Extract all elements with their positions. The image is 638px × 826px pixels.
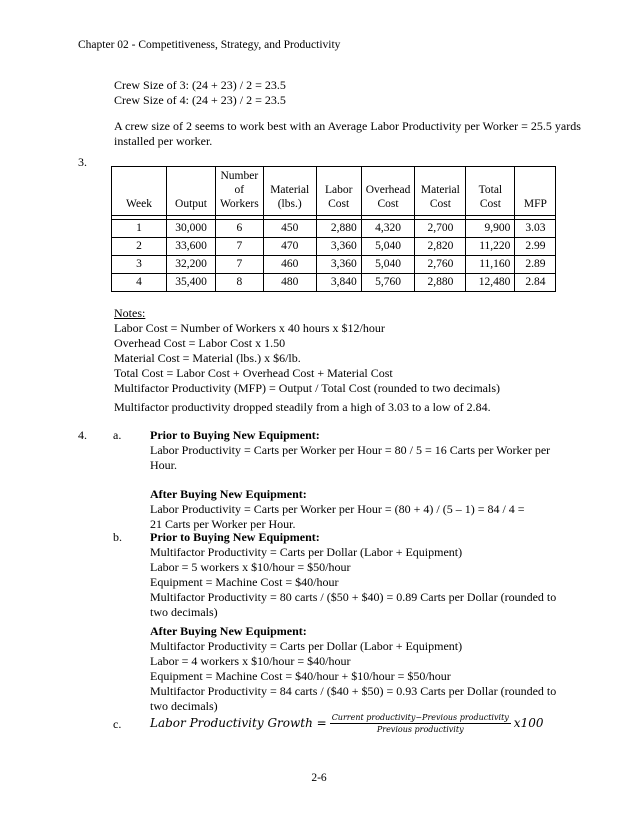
- col-labor-cost: [316, 167, 361, 216]
- part-b-after-line3: Equipment = Machine Cost = $40/hour + $10/hour = $50/hour: [150, 669, 451, 683]
- part-a-prior-line2: Hour.: [150, 458, 177, 472]
- part-b-prior-line4: Multifactor Productivity = 80 carts / ($50 + $40) = 0.89 Carts per Dollar (rounded to: [150, 590, 557, 604]
- cell-labor-cost: 2,880: [316, 220, 361, 238]
- labor-productivity-growth-formula: [150, 712, 543, 735]
- cell-output: 35,400: [167, 274, 216, 292]
- cell-output: 30,000: [167, 220, 216, 238]
- cell-mfp: 2.99: [515, 238, 556, 256]
- part-b-prior-line2: Labor = 5 workers x $10/hour = $50/hour: [150, 560, 351, 574]
- cell-week: 2: [112, 238, 167, 256]
- col-week-l1: Week: [126, 198, 152, 210]
- part-b-prior: [150, 530, 570, 620]
- col-labor-l2: Cost: [328, 198, 350, 210]
- cell-week: 1: [112, 220, 167, 238]
- cell-workers: 8: [216, 274, 264, 292]
- table-row: [112, 256, 556, 274]
- table-header-row: [112, 167, 556, 216]
- cell-output: 32,200: [167, 256, 216, 274]
- cell-mfp: 2.84: [515, 274, 556, 292]
- page-header: Chapter 02 - Competitiveness, Strategy, and Productivity: [78, 39, 341, 51]
- cell-overhead-cost: 4,320: [361, 220, 415, 238]
- col-overhead-cost: [361, 167, 415, 216]
- note-material-cost: Material Cost = Material (lbs.) x $6/lb.: [114, 351, 301, 365]
- cell-workers: 7: [216, 256, 264, 274]
- part-b-prior-line5: two decimals): [150, 605, 218, 619]
- col-output-l1: Output: [175, 198, 207, 210]
- part-b-after-line5: two decimals): [150, 699, 218, 713]
- crew-conclusion-line2: installed per worker.: [114, 134, 213, 148]
- part-c-label: c.: [113, 717, 122, 731]
- col-week: [112, 167, 167, 216]
- question-4-number: 4.: [78, 428, 87, 442]
- part-a-prior: [150, 428, 570, 473]
- table-row: [112, 220, 556, 238]
- col-matcost-l2: Cost: [429, 198, 451, 210]
- cell-workers: 6: [216, 220, 264, 238]
- formula-suffix: x100: [513, 716, 544, 730]
- col-mfp: [515, 167, 556, 216]
- crew-size-4: Crew Size of 4: (24 + 23) / 2 = 23.5: [114, 93, 286, 107]
- col-mfp-l1: MFP: [523, 198, 547, 210]
- cell-total-cost: 11,160: [466, 256, 515, 274]
- part-b-after: [150, 624, 570, 714]
- cell-overhead-cost: 5,040: [361, 256, 415, 274]
- col-material-l1: Material: [270, 184, 310, 196]
- productivity-table: [111, 166, 556, 292]
- col-matcost-l1: Material: [420, 184, 460, 196]
- cell-labor-cost: 3,360: [316, 256, 361, 274]
- cell-overhead-cost: 5,760: [361, 274, 415, 292]
- cell-mfp: 3.03: [515, 220, 556, 238]
- col-workers-l1: Number: [220, 170, 259, 182]
- crew-size-block: [114, 78, 574, 108]
- cell-labor-cost: 3,840: [316, 274, 361, 292]
- col-total-cost: [466, 167, 515, 216]
- col-output: [167, 167, 216, 216]
- col-total-l2: Cost: [479, 198, 501, 210]
- cell-material: 460: [263, 256, 316, 274]
- cell-workers: 7: [216, 238, 264, 256]
- mfp-summary: Multifactor productivity dropped steadily from a high of 3.03 to a low of 2.84.: [114, 400, 491, 414]
- table-row: [112, 238, 556, 256]
- col-workers-l3: Workers: [220, 198, 259, 210]
- part-b-after-title: After Buying New Equipment:: [150, 624, 307, 638]
- cell-material-cost: 2,880: [415, 274, 466, 292]
- part-a-after: [150, 487, 570, 532]
- crew-conclusion: [114, 119, 584, 149]
- col-workers: [216, 167, 264, 216]
- cell-overhead-cost: 5,040: [361, 238, 415, 256]
- part-b-prior-line1: Multifactor Productivity = Carts per Dollar (Labor + Equipment): [150, 545, 463, 559]
- part-a-after-title: After Buying New Equipment:: [150, 487, 307, 501]
- col-overhead-l2: Cost: [377, 198, 399, 210]
- formula-lhs: Labor Productivity Growth =: [150, 716, 327, 730]
- part-a-label: a.: [113, 428, 122, 442]
- part-b-after-line2: Labor = 4 workers x $10/hour = $40/hour: [150, 654, 351, 668]
- formula-numerator: Current productivity−Previous productivity: [331, 713, 509, 722]
- col-workers-l2: of: [234, 184, 245, 196]
- part-b-prior-title: Prior to Buying New Equipment:: [150, 530, 320, 544]
- cell-total-cost: 12,480: [466, 274, 515, 292]
- part-b-after-line4: Multifactor Productivity = 84 carts / ($40 + $50) = 0.93 Carts per Dollar (rounded to: [150, 684, 557, 698]
- question-3-number: 3.: [78, 155, 87, 169]
- col-material-cost: [415, 167, 466, 216]
- cell-material-cost: 2,760: [415, 256, 466, 274]
- cell-week: 4: [112, 274, 167, 292]
- part-a-after-line1: Labor Productivity = Carts per Worker per Hour = (80 + 4) / (5 – 1) = 84 / 4 =: [150, 502, 525, 516]
- cell-week: 3: [112, 256, 167, 274]
- cell-material: 470: [263, 238, 316, 256]
- col-total-l1: Total: [478, 184, 503, 196]
- cell-material-cost: 2,820: [415, 238, 466, 256]
- cell-material: 450: [263, 220, 316, 238]
- cell-output: 33,600: [167, 238, 216, 256]
- col-overhead-l1: Overhead: [365, 184, 411, 196]
- col-material: [263, 167, 316, 216]
- part-a-prior-line1: Labor Productivity = Carts per Worker per Hour = 80 / 5 = 16 Carts per Worker per: [150, 443, 551, 457]
- note-total-cost: Total Cost = Labor Cost + Overhead Cost + Material Cost: [114, 366, 393, 380]
- note-overhead-cost: Overhead Cost = Labor Cost x 1.50: [114, 336, 286, 350]
- cell-material: 480: [263, 274, 316, 292]
- crew-size-3: Crew Size of 3: (24 + 23) / 2 = 23.5: [114, 78, 286, 92]
- note-mfp: Multifactor Productivity (MFP) = Output / Total Cost (rounded to two decimals): [114, 381, 501, 395]
- col-labor-l1: Labor: [324, 184, 353, 196]
- part-b-after-line1: Multifactor Productivity = Carts per Dollar (Labor + Equipment): [150, 639, 463, 653]
- part-b-label: b.: [113, 530, 122, 544]
- note-labor-cost: Labor Cost = Number of Workers x 40 hours x $12/hour: [114, 321, 385, 335]
- cell-total-cost: 11,220: [466, 238, 515, 256]
- notes-block: [114, 306, 574, 396]
- cell-labor-cost: 3,360: [316, 238, 361, 256]
- part-a-prior-title: Prior to Buying New Equipment:: [150, 428, 320, 442]
- cell-total-cost: 9,900: [466, 220, 515, 238]
- table-row: [112, 274, 556, 292]
- col-material-l2: (lbs.): [277, 198, 302, 210]
- page-number: 2-6: [311, 772, 327, 784]
- cell-mfp: 2.89: [515, 256, 556, 274]
- formula-fraction: [330, 712, 511, 735]
- formula-denominator: Previous productivity: [376, 725, 464, 734]
- part-a-after-line2: 21 Carts per Worker per Hour.: [150, 517, 296, 531]
- notes-title: Notes:: [114, 306, 146, 320]
- cell-material-cost: 2,700: [415, 220, 466, 238]
- crew-conclusion-line1: A crew size of 2 seems to work best with an Average Labor Productivity per Worker = 25.5 yards: [114, 119, 581, 133]
- part-b-prior-line3: Equipment = Machine Cost = $40/hour: [150, 575, 339, 589]
